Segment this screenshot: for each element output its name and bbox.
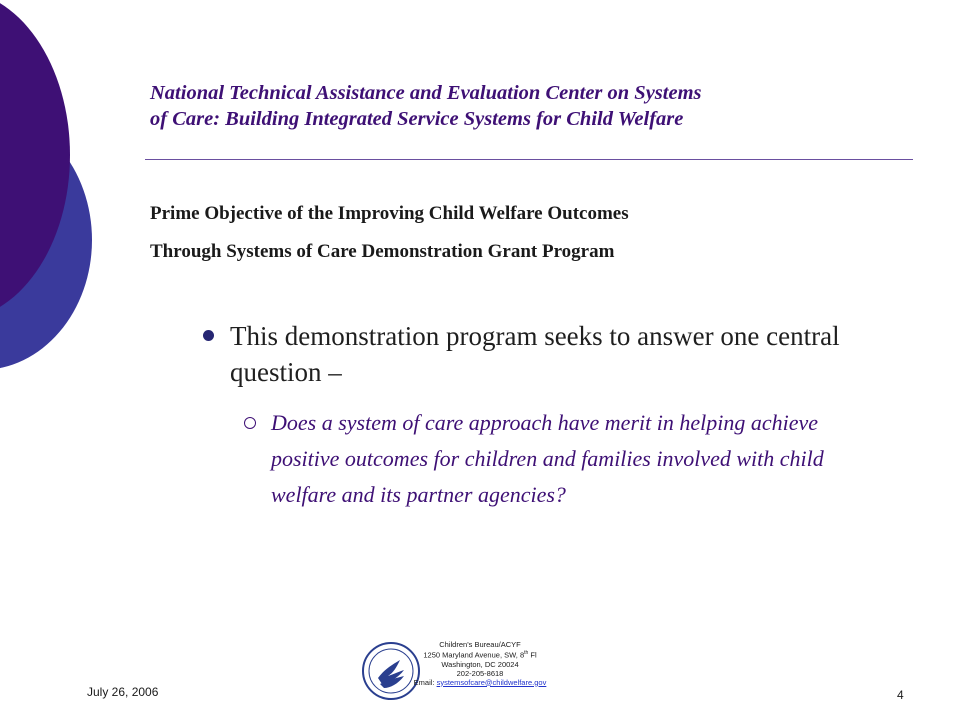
page-number: 4: [897, 688, 904, 702]
sub-bullet-icon: [244, 417, 256, 429]
slide-header-title: [150, 80, 920, 132]
contact-email: Email: systemsofcare@childwelfare.gov: [413, 677, 547, 687]
email-link[interactable]: systemsofcare@childwelfare.gov: [436, 677, 547, 687]
header-divider: [145, 159, 913, 160]
contact-address: 1250 Maryland Avenue, SW, 8th Fl: [423, 650, 537, 660]
bullet-text: This demonstration program seeks to answer one central question –: [230, 321, 840, 387]
header-title-line2: of Care: Building Integrated Service Systems for Child Welfare: [150, 108, 684, 130]
footer-date: July 26, 2006: [87, 685, 159, 699]
subtitle-line1: Prime Objective of the Improving Child Welfare Outcomes: [150, 203, 629, 224]
contact-city: Washington, DC 20024: [441, 659, 519, 669]
contact-phone: 202-205-8618: [456, 668, 504, 678]
contact-org: Children's Bureau/ACYF: [439, 640, 521, 649]
sub-bullet-text: Does a system of care approach have merit in helping achieve positive outcomes for children and families involved with child welfare and its partner agencies?: [271, 410, 824, 507]
bullet-icon: [203, 330, 214, 341]
contact-block: [400, 640, 560, 687]
header-title-line1: National Technical Assistance and Evaluation Center on Systems: [150, 82, 702, 104]
subtitle-line2: Through Systems of Care Demonstration Grant Program: [150, 241, 615, 262]
